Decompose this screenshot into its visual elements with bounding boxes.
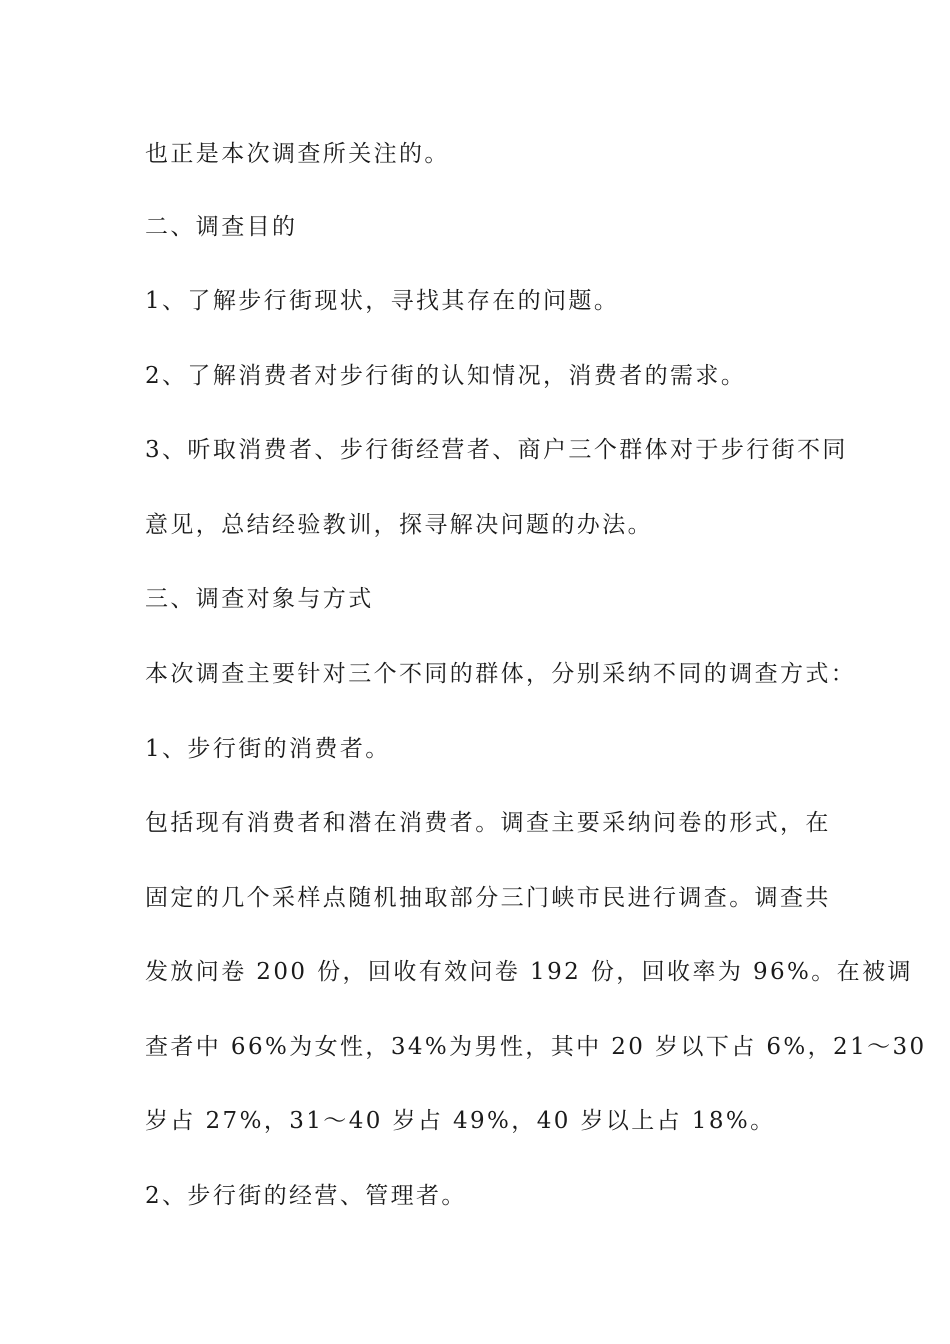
list-item: 2、了解消费者对步行街的认知情况，消费者的需求。: [145, 363, 747, 389]
list-item: 1、步行街的消费者。: [145, 736, 391, 762]
body-text-line: 本次调查主要针对三个不同的群体，分别采纳不同的调查方式：: [145, 661, 857, 687]
list-item: 3、听取消费者、步行街经营者、商户三个群体对于步行街不同: [145, 437, 848, 463]
body-text-line: 包括现有消费者和潜在消费者。调查主要采纳问卷的形式，在: [145, 810, 831, 836]
body-text-line: 岁占 27%，31～40 岁占 49%，40 岁以上占 18%。: [145, 1108, 776, 1134]
body-text-line: 也正是本次调查所关注的。: [145, 141, 450, 167]
body-text-line: 固定的几个采样点随机抽取部分三门峡市民进行调查。调查共: [145, 885, 831, 911]
section-heading: 三、调查对象与方式: [145, 586, 374, 612]
body-text-line: 查者中 66%为女性，34%为男性，其中 20 岁以下占 6%，21～30: [145, 1034, 927, 1060]
list-item: 1、了解步行街现状，寻找其存在的问题。: [145, 288, 620, 314]
body-text-line: 发放问卷 200 份，回收有效问卷 192 份，回收率为 96%。在被调: [145, 959, 913, 985]
list-item: 2、步行街的经营、管理者。: [145, 1183, 467, 1209]
list-item-continued: 意见，总结经验教训，探寻解决问题的办法。: [145, 512, 653, 538]
section-heading: 二、调查目的: [145, 214, 298, 240]
